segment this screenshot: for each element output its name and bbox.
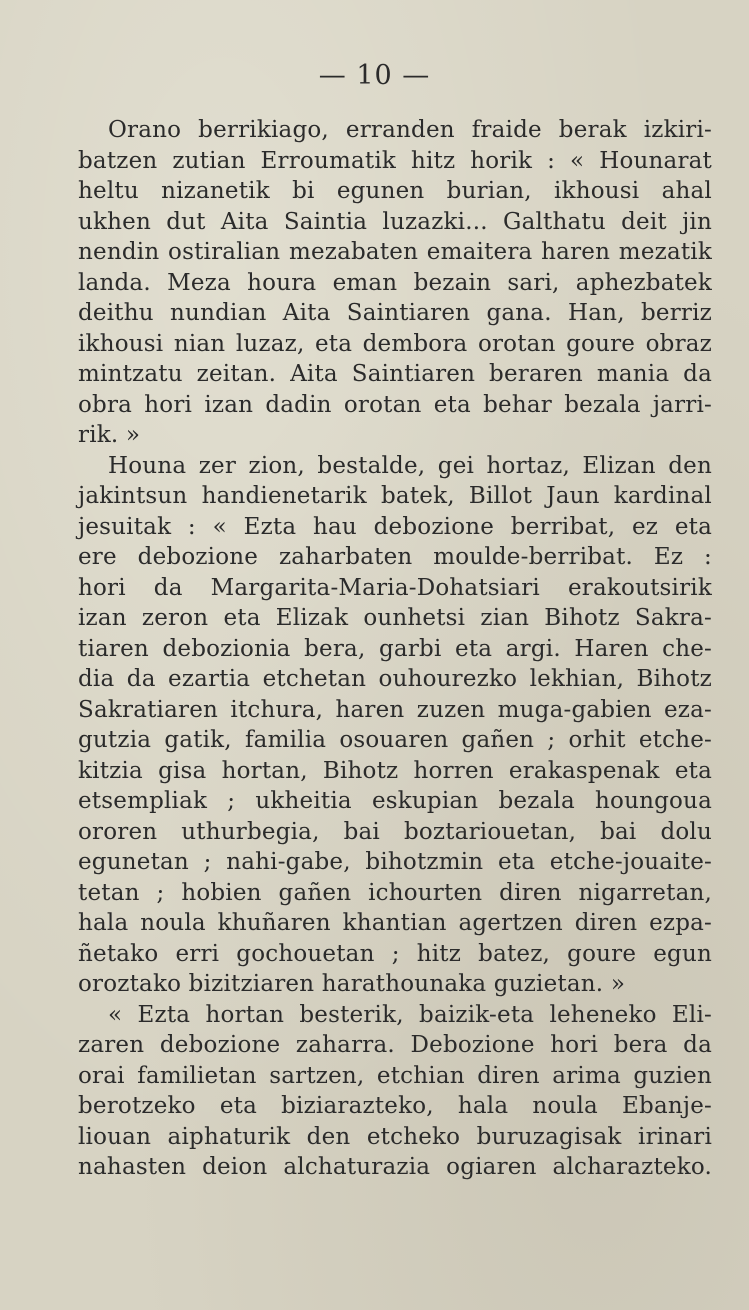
text-line: izan zeron eta Elizak ounhetsi zian Bihotz Sakra- <box>78 605 712 631</box>
text-line: heltu nizanetik bi egunen burian, ikhousi ahal <box>78 178 712 204</box>
text-line: ere debozione zaharbaten moulde-berribat. Ez : <box>78 544 712 570</box>
text-line: jakintsun handienetarik batek, Billot Jaun kardinal <box>78 483 712 509</box>
text-line: Houna zer zion, bestalde, gei hortaz, Elizan den <box>108 452 712 479</box>
text-line: deithu nundian Aita Saintiaren gana. Han, berriz <box>78 300 712 326</box>
text-line: tiaren debozionia bera, garbi eta argi. Haren che- <box>78 635 712 662</box>
text-line: hala noula khuñaren khantian agertzen diren ezpa- <box>78 910 712 936</box>
text-line: ikhousi nian luzaz, eta dembora orotan goure obraz <box>78 330 712 357</box>
text-line: ukhen dut Aita Saintia luzazki... Galthatu deit jin <box>78 208 712 235</box>
text-line: Orano berrikiago, erranden fraide berak izkiri- <box>108 117 712 143</box>
text-line: nendin ostiralian mezabaten emaitera haren mezatik <box>78 239 712 265</box>
text-line: dia da ezartia etchetan ouhourezko lekhian, Bihotz <box>78 666 712 692</box>
text-line: tetan ; hobien gañen ichourten diren nigarretan, <box>78 879 712 906</box>
text-line: rik. » <box>78 422 141 448</box>
text-line: egunetan ; nahi-gabe, bihotzmin eta etche-jouaite- <box>78 849 712 875</box>
text-line: oroztako bizitziaren harathounaka guzietan. » <box>78 971 626 997</box>
text-line: batzen zutian Erroumatik hitz horik : « Hounarat <box>78 147 712 174</box>
text-line: ñetako erri gochouetan ; hitz batez, goure egun <box>78 940 712 967</box>
text-line: landa. Meza houra eman bezain sari, aphezbatek <box>78 269 712 296</box>
text-line: « Ezta hortan besterik, baizik-eta leheneko Eli- <box>108 1001 712 1028</box>
text-line: zaren debozione zaharra. Debozione hori bera da <box>78 1032 712 1058</box>
text-line: mintzatu zeitan. Aita Saintiaren beraren mania da <box>78 361 712 387</box>
text-line: kitzia gisa hortan, Bihotz horren erakaspenak eta <box>78 757 712 784</box>
body-text <box>78 115 712 1183</box>
text-line: orai familietan sartzen, etchian diren arima guzien <box>78 1062 712 1089</box>
text-line: etsempliak ; ukheitia eskupian bezala houngoua <box>78 788 712 814</box>
text-line: gutzia gatik, familia osouaren gañen ; orhit etche- <box>78 727 712 753</box>
page-number: — 10 — <box>318 60 431 91</box>
text-line: liouan aiphaturik den etcheko buruzagisak irinari <box>78 1123 712 1150</box>
text-line: Sakratiaren itchura, haren zuzen muga-gabien eza- <box>78 696 712 723</box>
text-line: berotzeko eta biziarazteko, hala noula Ebanje- <box>78 1093 712 1119</box>
text-line: hori da Margarita-Maria-Dohatsiari erakoutsirik <box>78 574 712 601</box>
text-line: jesuitak : « Ezta hau debozione berribat, ez eta <box>78 513 712 540</box>
text-line: nahasten deion alchaturazia ogiaren alcharazteko. <box>78 1154 712 1180</box>
text-line: ororen uthurbegia, bai boztariouetan, bai dolu <box>78 818 712 845</box>
text-line: obra hori izan dadin orotan eta behar bezala jarri- <box>78 391 712 418</box>
